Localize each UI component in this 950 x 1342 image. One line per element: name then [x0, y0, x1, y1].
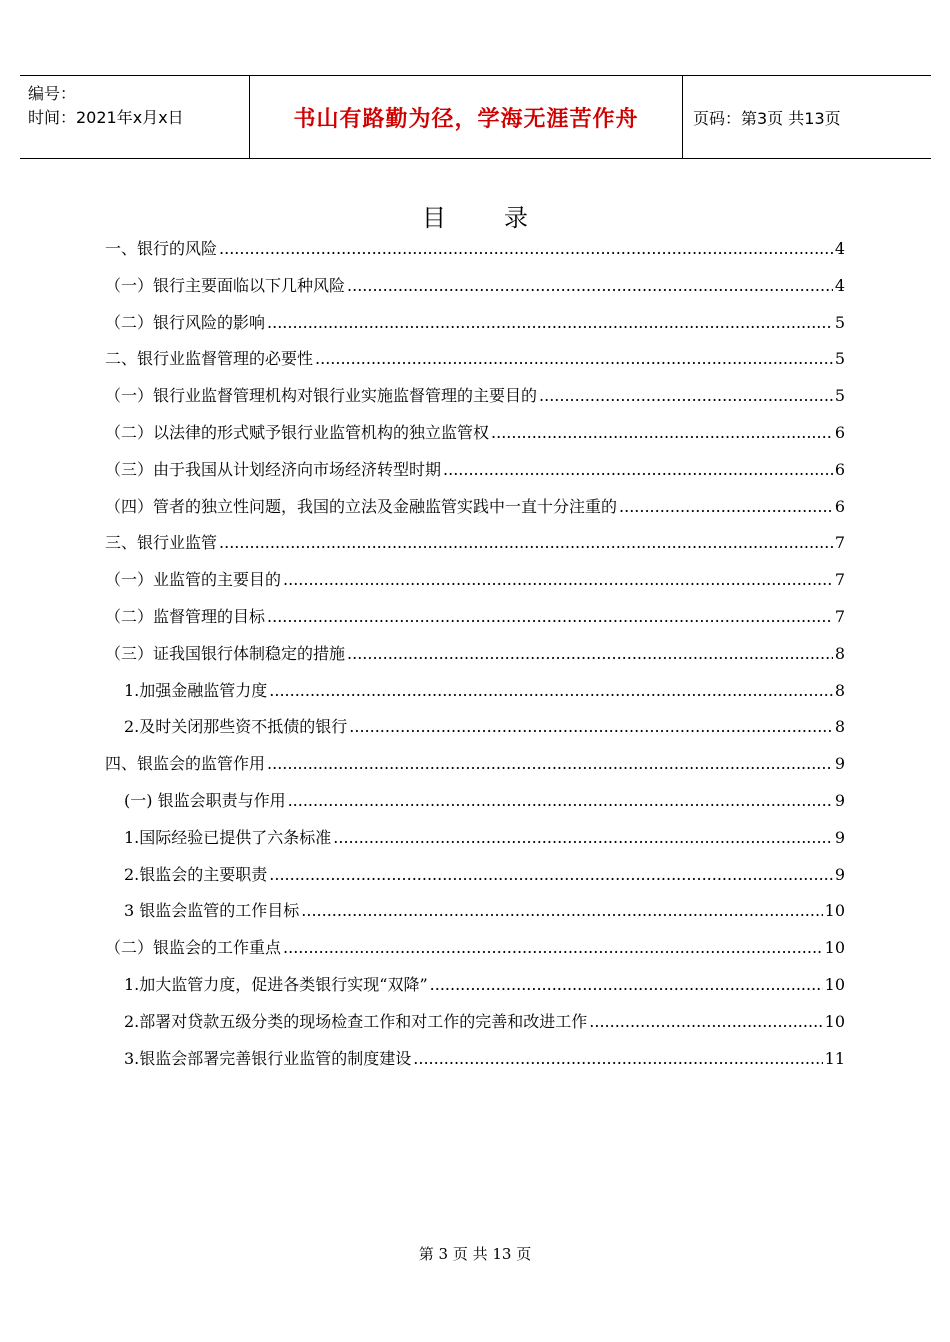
- toc-leader-dots: [283, 930, 823, 967]
- toc-entry-text: 1.国际经验已提供了六条标准: [124, 827, 332, 847]
- page-header: [20, 75, 931, 159]
- toc-leader-dots: [219, 231, 833, 268]
- toc-entry-page: 8: [834, 680, 845, 700]
- document-time: 时间：2021年x月x日: [28, 108, 184, 127]
- toc-entry-page: 9: [834, 754, 845, 774]
- toc-entry-page: 10: [824, 1011, 845, 1031]
- toc-leader-dots: [269, 673, 833, 710]
- toc-entry[interactable]: [105, 599, 845, 636]
- toc-entry-text: (一) 银监会职责与作用: [124, 790, 286, 810]
- toc-entry-text: （一）银行主要面临以下几种风险: [105, 275, 346, 295]
- toc-leader-dots: [430, 967, 823, 1004]
- toc-entry[interactable]: [105, 636, 845, 673]
- toc-entry[interactable]: [105, 415, 845, 452]
- toc-entry[interactable]: [105, 489, 845, 526]
- toc-entry[interactable]: [105, 930, 845, 967]
- toc-leader-dots: [267, 746, 833, 783]
- toc-entry-text: 2.及时关闭那些资不抵债的银行: [124, 717, 348, 737]
- toc-leader-dots: [269, 857, 833, 894]
- toc-leader-dots: [491, 415, 833, 452]
- toc-entry-page: 10: [824, 938, 845, 958]
- document-number: 编号：: [28, 84, 77, 103]
- toc-entry-page: 8: [834, 643, 845, 663]
- toc-entry-text: 一、银行的风险: [105, 239, 218, 258]
- toc-entry[interactable]: [105, 746, 845, 783]
- toc-entry-page: 5: [834, 312, 845, 332]
- toc-entry[interactable]: [105, 857, 845, 894]
- toc-entry[interactable]: [105, 820, 845, 857]
- toc-entry-page: 7: [834, 533, 845, 553]
- toc-leader-dots: [267, 305, 833, 342]
- toc-entry-page: 11: [824, 1048, 845, 1068]
- toc-entry-page: 5: [834, 386, 845, 406]
- toc-entry-page: 9: [834, 827, 845, 847]
- toc-entry-page: 6: [834, 459, 845, 479]
- toc-entry-text: 1.加大监管力度，促进各类银行实现“双降”: [124, 974, 428, 994]
- toc-entry-page: 7: [834, 570, 845, 590]
- toc-entry-page: 10: [824, 901, 845, 921]
- toc-leader-dots: [288, 783, 833, 820]
- toc-entry[interactable]: [105, 893, 845, 930]
- toc-entry[interactable]: [105, 673, 845, 710]
- toc-entry[interactable]: [105, 268, 845, 305]
- toc-leader-dots: [619, 489, 833, 526]
- toc-leader-dots: [347, 636, 833, 673]
- toc-title: 目录: [422, 204, 586, 232]
- toc-entry[interactable]: [105, 967, 845, 1004]
- toc-entry[interactable]: [105, 783, 845, 820]
- toc-leader-dots: [333, 820, 833, 857]
- toc-leader-dots: [347, 268, 833, 305]
- toc-entry[interactable]: [105, 341, 845, 378]
- toc-entry-text: （一）业监管的主要目的: [105, 570, 282, 590]
- toc-entry[interactable]: [105, 452, 845, 489]
- toc-entry-text: （一）银行业监督管理机构对银行业实施监督管理的主要目的: [105, 386, 538, 406]
- toc-leader-dots: [283, 562, 833, 599]
- toc-entry-text: （三）证我国银行体制稳定的措施: [105, 643, 346, 663]
- toc-entry[interactable]: [105, 1041, 845, 1078]
- toc-entry-page: 10: [824, 974, 845, 994]
- toc-leader-dots: [349, 709, 833, 746]
- header-page-info: 页码：第3页 共13页: [693, 108, 841, 128]
- page-footer: 第 3 页 共 13 页: [418, 1245, 532, 1263]
- toc-entry[interactable]: [105, 1004, 845, 1041]
- toc-entry[interactable]: [105, 562, 845, 599]
- toc-entry-text: （二）以法律的形式赋予银行业监管机构的独立监管权: [105, 422, 490, 442]
- toc-entry[interactable]: [105, 305, 845, 342]
- toc-leader-dots: [589, 1004, 822, 1041]
- table-of-contents: [105, 231, 845, 1077]
- toc-entry-text: 3.银监会部署完善银行业监管的制度建设: [124, 1048, 412, 1068]
- toc-entry-text: 3 银监会监管的工作目标: [124, 901, 300, 921]
- toc-entry-text: 三、银行业监管: [105, 533, 218, 553]
- toc-entry-text: 2.部署对贷款五级分类的现场检查工作和对工作的完善和改进工作: [124, 1011, 588, 1031]
- toc-leader-dots: [219, 525, 833, 562]
- toc-entry-page: 4: [834, 275, 845, 295]
- toc-entry[interactable]: [105, 378, 845, 415]
- toc-leader-dots: [315, 341, 833, 378]
- toc-leader-dots: [539, 378, 833, 415]
- header-motto: 书山有路勤为径，学海无涯苦作舟: [250, 76, 683, 158]
- toc-leader-dots: [443, 452, 833, 489]
- toc-entry[interactable]: [105, 231, 845, 268]
- toc-leader-dots: [267, 599, 833, 636]
- toc-entry-text: （三）由于我国从计划经济向市场经济转型时期: [105, 459, 442, 479]
- toc-entry-text: 四、银监会的监管作用: [105, 754, 266, 774]
- toc-entry-text: 2.银监会的主要职责: [124, 864, 268, 884]
- toc-entry-text: （二）监督管理的目标: [105, 606, 266, 626]
- toc-entry-page: 4: [834, 239, 845, 258]
- toc-entry-text: 1.加强金融监管力度: [124, 680, 268, 700]
- toc-entry-page: 7: [834, 606, 845, 626]
- toc-entry-page: 6: [834, 496, 845, 516]
- toc-entry-page: 8: [834, 717, 845, 737]
- toc-entry-page: 6: [834, 422, 845, 442]
- toc-entry[interactable]: [105, 525, 845, 562]
- toc-entry-text: （四）管者的独立性问题，我国的立法及金融监管实践中一直十分注重的: [105, 496, 618, 516]
- toc-entry-page: 9: [834, 790, 845, 810]
- toc-entry-text: （二）银行风险的影响: [105, 312, 266, 332]
- toc-entry-page: 9: [834, 864, 845, 884]
- toc-entry-page: 5: [834, 349, 845, 369]
- toc-entry-text: （二）银监会的工作重点: [105, 938, 282, 958]
- toc-entry[interactable]: [105, 709, 845, 746]
- header-meta: [20, 76, 250, 158]
- toc-leader-dots: [301, 893, 822, 930]
- toc-entry-text: 二、银行业监督管理的必要性: [105, 349, 314, 369]
- toc-leader-dots: [413, 1041, 822, 1078]
